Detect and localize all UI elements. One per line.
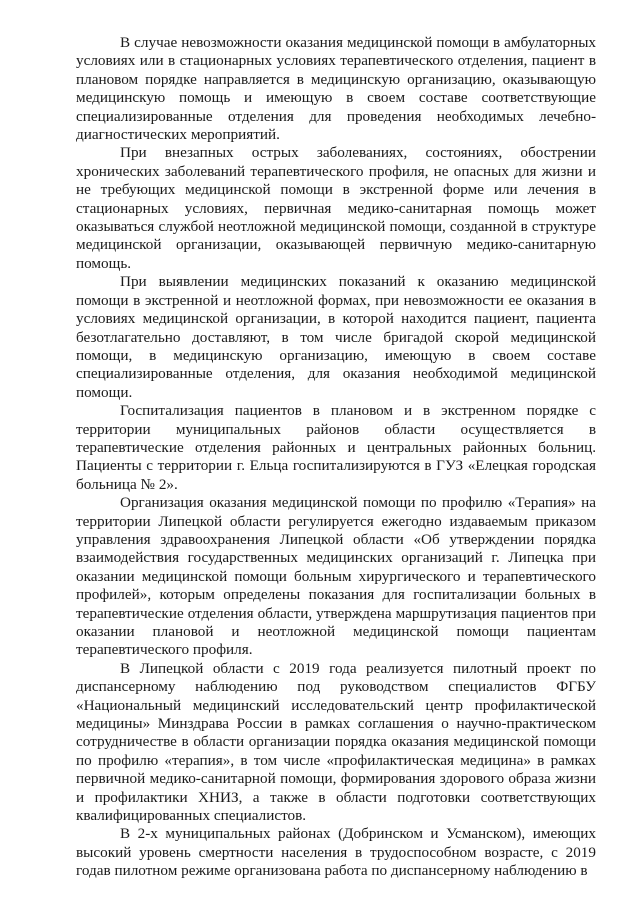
paragraph-7: В 2-х муниципальных районах (Добринском и Усманском), имеющих высокий уровень смертности населения в трудоспособном возрасте, с 2019 годав пилотном режиме организована работа по диспансерному наблюдению в bbox=[76, 825, 596, 880]
paragraph-2: При внезапных острых заболеваниях, состояниях, обострении хронических заболеваний терапевтического профиля, не опасных для жизни и не требующих медицинской помощи в экстренной форме или лечения в стационарных условиях, первичная медико-санитарная помощь может оказываться службой неотложной медицинской помощи, созданной в структуре медицинской организации, оказывающей первичную медико-санитарную помощь. bbox=[76, 144, 596, 272]
document-body bbox=[76, 34, 596, 881]
paragraph-1: В случае невозможности оказания медицинской помощи в амбулаторных условиях или в стационарных условиях терапевтического отделения, пациент в плановом порядке направляется в медицинскую организацию, оказывающую медицинскую помощь и имеющую в своем составе соответствующие специализированные отделения для проведения необходимых лечебно-диагностических мероприятий. bbox=[76, 34, 596, 144]
paragraph-5: Организация оказания медицинской помощи по профилю «Терапия» на территории Липецкой области регулируется ежегодно издаваемым приказом управления здравоохранения Липецкой области «Об утверждении порядка взаимодействия государственных медицинских организаций г. Липецка при оказании медицинской помощи больным хирургического и терапевтического профилей», которым определены показания для госпитализации больных в терапевтические отделения области, утверждена маршрутизация пациентов при оказании плановой и неотложной медицинской помощи пациентам терапевтического профиля. bbox=[76, 494, 596, 659]
paragraph-3: При выявлении медицинских показаний к оказанию медицинской помощи в экстренной и неотложной формах, при невозможности ее оказания в условиях медицинской организации, в которой находится пациент, пациента безотлагательно доставляют, в том числе бригадой скорой медицинской помощи, в медицинскую организацию, имеющую в своем составе специализированные отделения, для оказания необходимой медицинской помощи. bbox=[76, 273, 596, 401]
paragraph-4: Госпитализация пациентов в плановом и в экстренном порядке с территории муниципальных районов области осуществляется в терапевтические отделения районных и центральных районных больниц. Пациенты с территории г. Ельца госпитализируются в ГУЗ «Елецкая городская больница № 2». bbox=[76, 402, 596, 493]
paragraph-6: В Липецкой области с 2019 года реализуется пилотный проект по диспансерному наблюдению под руководством специалистов ФГБУ «Национальный медицинский исследовательский центр профилактической медицины» Минздрава России в рамках соглашения о научно-практическом сотрудничестве в области организации порядка оказания медицинской помощи по профилю «терапия», в том числе «профилактическая медицина» в рамках первичной медико-санитарной помощи, формирования здорового образа жизни и профилактики ХНИЗ, а также в области подготовки соответствующих квалифицированных специалистов. bbox=[76, 659, 596, 825]
